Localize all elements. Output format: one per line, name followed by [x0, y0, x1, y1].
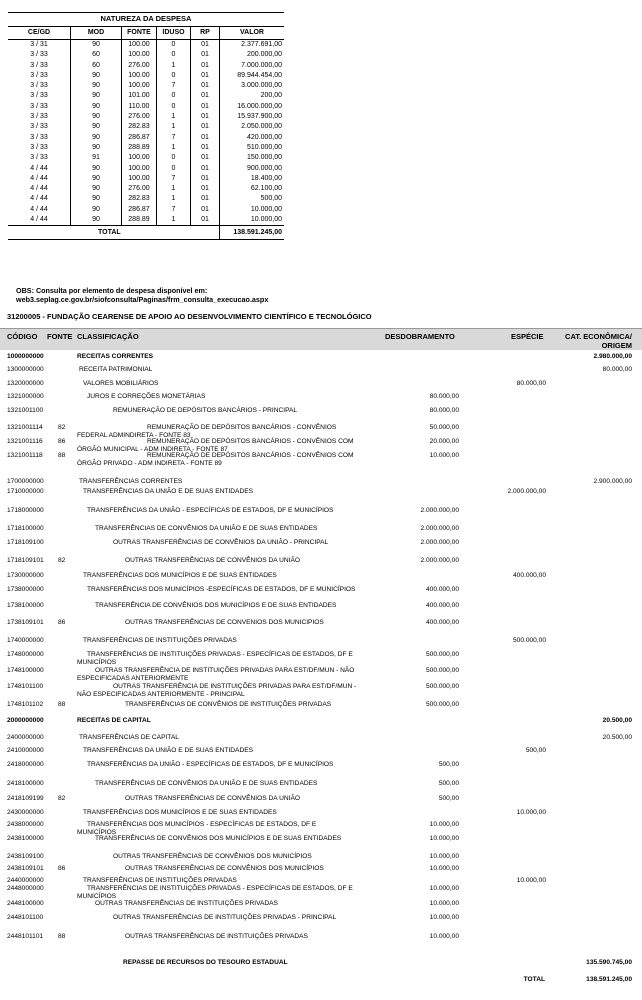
- classificacao-cell: RECEITAS DE CAPITAL: [77, 717, 151, 724]
- iduso-cell: 7: [157, 205, 191, 215]
- codigo-cell: 1738000000: [7, 586, 44, 593]
- classificacao-cell: REMUNERAÇÃO DE DEPÓSITOS BANCÁRIOS - CONVÊNIOS COM ÓRGÃO MUNICIPAL - ADM INDIRETA - FONTE 87: [77, 438, 354, 453]
- codigo-cell: 2400000000: [7, 734, 44, 741]
- desdobramento-cell: 400.000,00: [425, 586, 459, 593]
- natureza-row: [8, 91, 284, 101]
- natureza-row: [8, 50, 284, 60]
- col-rp: RP: [191, 27, 220, 40]
- fonte-cell: 101.00: [122, 91, 157, 101]
- codigo-cell: 2448100000: [7, 900, 44, 907]
- desdobramento-cell: 400.000,00: [425, 619, 459, 626]
- fonte-cell: 282.83: [122, 194, 157, 204]
- classificacao-cell: OUTRAS TRANSFERÊNCIAS DE INSTITUIÇÕES PRIVADAS: [95, 900, 278, 907]
- desdobramento-cell: 10.000,00: [429, 900, 459, 907]
- cegd-cell: 3 / 33: [30, 71, 48, 79]
- valor-cell: 900.000,00: [220, 164, 285, 174]
- desdobramento-cell: 500.000,00: [425, 651, 459, 658]
- mod-cell: 90: [71, 205, 122, 215]
- classificacao-cell: OUTRAS TRANSFERÊNCIA DE INSTITUIÇÕES PRIVADAS PARA EST/DF/MUN - NÃO ESPECIFICADAS ANTERIORMENTE: [77, 667, 355, 682]
- cegd-cell: 3 / 33: [30, 51, 48, 59]
- col-fonte: FONTE: [122, 27, 157, 40]
- especie-cell: 500.000,00: [512, 637, 546, 644]
- cegd-cell: 3 / 33: [30, 82, 48, 90]
- mod-cell: 90: [71, 215, 122, 226]
- especie-cell: 10.000,00: [516, 809, 546, 816]
- codigo-cell: 1321000000: [7, 393, 44, 400]
- fonte-cell: 88: [58, 701, 66, 708]
- classificacao-cell: TRANSFERÊNCIAS DE CONVÊNIOS DA UNIÃO E DE SUAS ENTIDADES: [95, 525, 318, 532]
- cegd-cell: 3 / 33: [30, 123, 48, 131]
- fonte-cell: 276.00: [122, 61, 157, 71]
- fonte-cell: 86: [58, 619, 66, 626]
- desdobramento-cell: 10.000,00: [429, 885, 459, 892]
- classificacao-cell: TRANSFERÊNCIAS DA UNIÃO - ESPECÍFICAS DE ESTADOS, DF E MUNICÍPIOS: [87, 761, 334, 768]
- classificacao-cell: TRANSFERÊNCIAS CORRENTES: [79, 478, 183, 485]
- codigo-cell: 2430000000: [7, 809, 44, 816]
- cegd-cell: 3 / 33: [30, 102, 48, 110]
- natureza-row: [8, 71, 284, 81]
- natureza-row: [8, 184, 284, 194]
- mod-cell: 90: [71, 112, 122, 122]
- classificacao-cell: OUTRAS TRANSFERÊNCIAS DE CONVÊNIOS DA UNIÃO: [125, 795, 301, 802]
- cegd-cell: 4 / 44: [30, 205, 48, 213]
- classificacao-cell: TRANSFERÊNCIAS DE CAPITAL: [79, 734, 179, 741]
- classificacao-cell: OUTRAS TRANSFERÊNCIAS DE CONVÊNIOS DOS MUNICÍPIOS: [125, 865, 324, 872]
- classificacao-cell: OUTRAS TRANSFERÊNCIAS DE CONVÊNIOS DOS MUNICÍPIOS: [113, 853, 312, 860]
- valor-cell: 2.050.000,00: [220, 122, 285, 132]
- mod-cell: 90: [71, 122, 122, 132]
- classificacao-cell: TRANSFERÊNCIAS DE CONVÊNIOS DE INSTITUIÇÕES PRIVADAS: [125, 701, 332, 708]
- fonte-cell: 100.00: [122, 164, 157, 174]
- codigo-cell: 1738100000: [7, 602, 44, 609]
- desdobramento-cell: 500.000,00: [425, 701, 459, 708]
- fonte-cell: 100.00: [122, 153, 157, 163]
- rp-cell: 01: [191, 71, 220, 81]
- codigo-cell: 2448000000: [7, 885, 44, 892]
- cegd-cell: 4 / 44: [30, 185, 48, 193]
- natureza-row: [8, 61, 284, 71]
- iduso-cell: 0: [157, 153, 191, 163]
- cegd-cell: 3 / 31: [30, 41, 48, 48]
- receitas-total-label: TOTAL: [523, 976, 545, 983]
- especie-cell: 2.000.000,00: [507, 488, 546, 495]
- natureza-row: [8, 215, 284, 226]
- classificacao-cell: TRANSFERÊNCIAS DOS MUNICÍPIOS E DE SUAS ENTIDADES: [83, 809, 277, 816]
- classificacao-cell: OUTRAS TRANSFERÊNCIA DE INSTITUIÇÕES PRIVADAS PARA EST/DF/MUN - NÃO ESPECIFICADAS ANTERIORMENTE - PRINCIPAL: [77, 683, 357, 698]
- mod-cell: 90: [71, 174, 122, 184]
- rp-cell: 01: [191, 91, 220, 101]
- rp-cell: 01: [191, 194, 220, 204]
- cat-economica-cell: 135.590.745,00: [586, 959, 632, 966]
- natureza-title: NATUREZA DA DESPESA: [8, 13, 284, 27]
- valor-cell: 2.377.691,00: [220, 40, 285, 51]
- rp-cell: 01: [191, 40, 220, 51]
- col-iduso: IDUSO: [157, 27, 191, 40]
- rp-cell: 01: [191, 174, 220, 184]
- fonte-cell: 86: [58, 438, 66, 445]
- fonte-cell: 276.00: [122, 184, 157, 194]
- natureza-row: [8, 164, 284, 174]
- natureza-row: [8, 122, 284, 132]
- valor-cell: 200,00: [220, 91, 285, 101]
- rp-cell: 01: [191, 112, 220, 122]
- cegd-cell: 3 / 33: [30, 92, 48, 100]
- obs-note: [16, 287, 268, 304]
- valor-cell: 3.000.000,00: [220, 81, 285, 91]
- desdobramento-cell: 400.000,00: [425, 602, 459, 609]
- desdobramento-cell: 10.000,00: [429, 835, 459, 842]
- codigo-cell: 2418100000: [7, 780, 44, 787]
- mod-cell: 90: [71, 133, 122, 143]
- natureza-row: [8, 112, 284, 122]
- header-cat1: CAT. ECONÔMICA/: [565, 332, 632, 341]
- fonte-cell: 288.89: [122, 143, 157, 153]
- header-desdobramento: DESDOBRAMENTO: [385, 332, 455, 341]
- header-classificacao: CLASSIFICAÇÃO: [77, 332, 139, 341]
- codigo-cell: 1000000000: [7, 353, 44, 360]
- col-mod: MOD: [71, 27, 122, 40]
- valor-cell: 510.000,00: [220, 143, 285, 153]
- desdobramento-cell: 10.000,00: [429, 821, 459, 828]
- iduso-cell: 0: [157, 40, 191, 51]
- valor-cell: 15.937.900,00: [220, 112, 285, 122]
- natureza-row: [8, 194, 284, 204]
- header-fonte: FONTE: [47, 332, 73, 341]
- fonte-cell: 86: [58, 865, 66, 872]
- iduso-cell: 7: [157, 133, 191, 143]
- fonte-cell: 288.89: [122, 215, 157, 226]
- iduso-cell: 1: [157, 215, 191, 226]
- iduso-cell: 1: [157, 194, 191, 204]
- desdobramento-cell: 2.000.000,00: [420, 557, 459, 564]
- receitas-header: [0, 328, 642, 350]
- fonte-cell: 100.00: [122, 174, 157, 184]
- codigo-cell: 1738109101: [7, 619, 44, 626]
- classificacao-cell: JUROS E CORREÇÕES MONETÁRIAS: [87, 393, 206, 400]
- codigo-cell: 1730000000: [7, 572, 44, 579]
- valor-cell: 500,00: [220, 194, 285, 204]
- cegd-cell: 3 / 33: [30, 143, 48, 151]
- classificacao-cell: REMUNERAÇÃO DE DEPÓSITOS BANCÁRIOS - CONVÊNIOS COM ÓRGÃO PRIVADO - ADM INDIRETA - FONTE 89: [77, 452, 354, 467]
- mod-cell: 90: [71, 40, 122, 51]
- fonte-cell: 282.83: [122, 122, 157, 132]
- obs-link[interactable]: web3.seplag.ce.gov.br/siofconsulta/Paginas/frm_consulta_execucao.aspx: [16, 294, 269, 304]
- col-cegd: CE/GD: [8, 27, 71, 40]
- iduso-cell: 1: [157, 122, 191, 132]
- natureza-row: [8, 143, 284, 153]
- classificacao-cell: TRANSFERÊNCIAS DE INSTITUIÇÕES PRIVADAS: [83, 877, 237, 884]
- mod-cell: 90: [71, 71, 122, 81]
- cegd-cell: 3 / 33: [30, 113, 48, 121]
- cegd-cell: 4 / 44: [30, 174, 48, 182]
- rp-cell: 01: [191, 122, 220, 132]
- codigo-cell: 1710000000: [7, 488, 44, 495]
- fonte-cell: 82: [58, 557, 66, 564]
- codigo-cell: 2438100000: [7, 835, 44, 842]
- header-codigo: CÓDIGO: [7, 332, 38, 341]
- valor-cell: 18.400,00: [220, 174, 285, 184]
- rp-cell: 01: [191, 102, 220, 112]
- codigo-cell: 1748000000: [7, 651, 44, 658]
- desdobramento-cell: 80.000,00: [429, 393, 459, 400]
- classificacao-cell: TRANSFERÊNCIAS DE CONVÊNIOS DOS MUNICÍPIOS E DE SUAS ENTIDADES: [95, 835, 342, 842]
- desdobramento-cell: 500.000,00: [425, 683, 459, 690]
- codigo-cell: 1748100000: [7, 667, 44, 674]
- codigo-cell: 2418000000: [7, 761, 44, 768]
- codigo-cell: 2440000000: [7, 877, 44, 884]
- especie-cell: 500,00: [525, 747, 546, 754]
- codigo-cell: 1718109101: [7, 557, 44, 564]
- classificacao-cell: OUTRAS TRANSFERÊNCIAS DE CONVENIOS DOS MUNICIPIOS: [125, 619, 324, 626]
- rp-cell: 01: [191, 164, 220, 174]
- codigo-cell: 2418109199: [7, 795, 44, 802]
- cegd-cell: 3 / 33: [30, 133, 48, 141]
- rp-cell: 01: [191, 50, 220, 60]
- iduso-cell: 1: [157, 61, 191, 71]
- especie-cell: 10.000,00: [516, 877, 546, 884]
- valor-cell: 7.000.000,00: [220, 61, 285, 71]
- valor-cell: 10.000,00: [220, 205, 285, 215]
- fonte-cell: 110.00: [122, 102, 157, 112]
- classificacao-cell: OUTRAS TRANSFERÊNCIAS DE INSTITUIÇÕES PRIVADAS - PRINCIPAL: [113, 914, 337, 921]
- classificacao-cell: TRANSFERÊNCIAS DA UNIÃO E DE SUAS ENTIDADES: [83, 747, 254, 754]
- cat-economica-cell: 2.980.000,00: [593, 353, 632, 360]
- iduso-cell: 7: [157, 81, 191, 91]
- natureza-row: [8, 40, 284, 51]
- desdobramento-cell: 2.000.000,00: [420, 507, 459, 514]
- classificacao-cell: TRANSFERÊNCIAS DE CONVÊNIOS DA UNIÃO E DE SUAS ENTIDADES: [95, 780, 318, 787]
- rp-cell: 01: [191, 81, 220, 91]
- desdobramento-cell: 500,00: [438, 795, 459, 802]
- mod-cell: 90: [71, 184, 122, 194]
- codigo-cell: 1300000000: [7, 366, 44, 373]
- fonte-cell: 88: [58, 933, 66, 940]
- desdobramento-cell: 2.000.000,00: [420, 539, 459, 546]
- header-cat-economica: [565, 332, 632, 350]
- mod-cell: 60: [71, 50, 122, 60]
- natureza-row: [8, 102, 284, 112]
- codigo-cell: 2410000000: [7, 747, 44, 754]
- cegd-cell: 3 / 33: [30, 61, 48, 69]
- classificacao-cell: REMUNERAÇÃO DE DEPÓSITOS BANCÁRIOS - CONVÊNIOS FEDERAL ADMINDIRETA - FONTE 83: [77, 424, 337, 439]
- classificacao-cell: OUTRAS TRANSFERÊNCIAS DE CONVÊNIOS DA UNIÃO - PRINCIPAL: [113, 539, 329, 546]
- classificacao-cell: TRANSFERÊNCIAS DA UNIÃO E DE SUAS ENTIDADES: [83, 488, 254, 495]
- classificacao-cell: TRANSFERÊNCIA DE CONVÊNIOS DOS MUNICÍPIOS E DE SUAS ENTIDADES: [95, 602, 337, 609]
- codigo-cell: 1321001114: [7, 424, 43, 431]
- classificacao-cell: VALORES MOBILIÁRIOS: [83, 380, 159, 387]
- rp-cell: 01: [191, 205, 220, 215]
- mod-cell: 90: [71, 91, 122, 101]
- codigo-cell: 2438000000: [7, 821, 44, 828]
- valor-cell: 420.000,00: [220, 133, 285, 143]
- cat-economica-cell: 20.500,00: [602, 734, 632, 741]
- mod-cell: 60: [71, 61, 122, 71]
- rp-cell: 01: [191, 133, 220, 143]
- cat-economica-cell: 20.500,00: [602, 717, 632, 724]
- codigo-cell: 2448101100: [7, 914, 44, 921]
- valor-cell: 89.944.454,00: [220, 71, 285, 81]
- org-title: 31200005 - FUNDAÇÃO CEARENSE DE APOIO AO DESENVOLVIMENTO CIENTÍFICO E TECNOLÓGICO: [7, 312, 372, 321]
- natureza-despesa-table: [8, 12, 284, 240]
- valor-cell: 200.000,00: [220, 50, 285, 60]
- especie-cell: 80.000,00: [516, 380, 546, 387]
- valor-cell: 10.000,00: [220, 215, 285, 226]
- iduso-cell: 1: [157, 184, 191, 194]
- cegd-cell: 4 / 44: [30, 164, 48, 172]
- codigo-cell: 1320000000: [7, 380, 44, 387]
- iduso-cell: 0: [157, 71, 191, 81]
- mod-cell: 90: [71, 81, 122, 91]
- iduso-cell: 7: [157, 174, 191, 184]
- rp-cell: 01: [191, 153, 220, 163]
- fonte-cell: 286.87: [122, 133, 157, 143]
- codigo-cell: 2438109100: [7, 853, 44, 860]
- classificacao-cell: TRANSFERÊNCIAS DE INSTITUIÇÕES PRIVADAS: [83, 637, 237, 644]
- valor-cell: 150.000,00: [220, 153, 285, 163]
- rp-cell: 01: [191, 184, 220, 194]
- cegd-cell: 4 / 44: [30, 195, 48, 203]
- fonte-cell: 100.00: [122, 71, 157, 81]
- receitas-total-value: 138.591.245,00: [586, 976, 632, 983]
- iduso-cell: 0: [157, 50, 191, 60]
- obs-line1: OBS: Consulta por elemento de despesa disponível em:: [16, 286, 208, 295]
- fonte-cell: 100.00: [122, 81, 157, 91]
- iduso-cell: 1: [157, 143, 191, 153]
- desdobramento-cell: 10.000,00: [429, 914, 459, 921]
- cat-economica-cell: 2.900.000,00: [593, 478, 632, 485]
- especie-cell: 400.000,00: [512, 572, 546, 579]
- iduso-cell: 0: [157, 102, 191, 112]
- fonte-cell: 88: [58, 452, 66, 459]
- classificacao-cell: TRANSFERÊNCIAS DOS MUNICÍPIOS -ESPECÍFICAS DE ESTADOS, DF E MUNICÍPIOS: [87, 586, 356, 593]
- codigo-cell: 2448101101: [7, 933, 44, 940]
- desdobramento-cell: 2.000.000,00: [420, 525, 459, 532]
- cat-economica-cell: 80.000,00: [602, 366, 632, 373]
- mod-cell: 90: [71, 194, 122, 204]
- natureza-row: [8, 133, 284, 143]
- mod-cell: 90: [71, 143, 122, 153]
- header-especie: ESPÉCIE: [511, 332, 544, 341]
- codigo-cell: 1321001100: [7, 407, 44, 414]
- classificacao-cell: TRANSFERÊNCIAS DOS MUNICÍPIOS E DE SUAS ENTIDADES: [83, 572, 277, 579]
- codigo-cell: 1718100000: [7, 525, 44, 532]
- natureza-row: [8, 205, 284, 215]
- mod-cell: 91: [71, 153, 122, 163]
- header-cat2: ORIGEM: [601, 341, 632, 350]
- codigo-cell: 2000000000: [7, 717, 44, 724]
- fonte-cell: 286.87: [122, 205, 157, 215]
- natureza-row: [8, 153, 284, 163]
- codigo-cell: 1740000000: [7, 637, 44, 644]
- valor-cell: 62.100,00: [220, 184, 285, 194]
- natureza-total-row: [8, 226, 284, 240]
- natureza-row: [8, 174, 284, 184]
- desdobramento-cell: 50.000,00: [429, 424, 459, 431]
- codigo-cell: 1748101100: [7, 683, 44, 690]
- mod-cell: 90: [71, 164, 122, 174]
- desdobramento-cell: 500.000,00: [425, 667, 459, 674]
- classificacao-cell: TRANSFERÊNCIAS DA UNIÃO - ESPECÍFICAS DE ESTADOS, DF E MUNICÍPIOS: [87, 507, 334, 514]
- natureza-total-value: 138.591.245,00: [220, 226, 285, 240]
- valor-cell: 16.000.000,00: [220, 102, 285, 112]
- col-valor: VALOR: [220, 27, 285, 40]
- mod-cell: 90: [71, 102, 122, 112]
- codigo-cell: 1321001116: [7, 438, 43, 445]
- classificacao-cell: REPASSE DE RECURSOS DO TESOURO ESTADUAL: [123, 959, 288, 966]
- codigo-cell: 1700000000: [7, 478, 44, 485]
- classificacao-cell: REMUNERAÇÃO DE DEPÓSITOS BANCÁRIOS - PRINCIPAL: [113, 407, 298, 414]
- fonte-cell: 82: [58, 424, 66, 431]
- natureza-row: [8, 81, 284, 91]
- cegd-cell: 4 / 44: [30, 216, 48, 224]
- desdobramento-cell: 500,00: [438, 761, 459, 768]
- natureza-header-row: [8, 27, 284, 40]
- classificacao-cell: RECEITAS CORRENTES: [77, 353, 154, 360]
- desdobramento-cell: 500,00: [438, 780, 459, 787]
- desdobramento-cell: 10.000,00: [429, 853, 459, 860]
- desdobramento-cell: 80.000,00: [429, 407, 459, 414]
- classificacao-cell: TRANSFERÊNCIAS DOS MUNICÍPIOS - ESPECÍFICAS DE ESTADOS, DF E MUNICÍPIOS: [77, 821, 317, 836]
- fonte-cell: 100.00: [122, 50, 157, 60]
- iduso-cell: 0: [157, 164, 191, 174]
- fonte-cell: 276.00: [122, 112, 157, 122]
- iduso-cell: 1: [157, 112, 191, 122]
- rp-cell: 01: [191, 61, 220, 71]
- desdobramento-cell: 10.000,00: [429, 933, 459, 940]
- desdobramento-cell: 10.000,00: [429, 865, 459, 872]
- fonte-cell: 82: [58, 795, 66, 802]
- natureza-total-label: TOTAL: [8, 226, 220, 240]
- desdobramento-cell: 20.000,00: [429, 438, 459, 445]
- classificacao-cell: TRANSFERÊNCIAS DE INSTITUIÇÕES PRIVADAS - ESPECÍFICAS DE ESTADOS, DF E MUNICÍPIOS: [77, 885, 353, 900]
- classificacao-cell: OUTRAS TRANSFERÊNCIAS DE CONVÊNIOS DA UNIÃO: [125, 557, 301, 564]
- classificacao-cell: RECEITA PATRIMONIAL: [79, 366, 153, 373]
- rp-cell: 01: [191, 143, 220, 153]
- codigo-cell: 1748101102: [7, 701, 44, 708]
- codigo-cell: 1718000000: [7, 507, 44, 514]
- iduso-cell: 0: [157, 91, 191, 101]
- classificacao-cell: TRANSFERÊNCIAS DE INSTITUIÇÕES PRIVADAS - ESPECÍFICAS DE ESTADOS, DF E MUNICÍPIOS: [77, 651, 353, 666]
- cegd-cell: 3 / 33: [30, 154, 48, 162]
- desdobramento-cell: 10.000,00: [429, 452, 459, 459]
- codigo-cell: 1321001118: [7, 452, 43, 459]
- classificacao-cell: OUTRAS TRANSFERÊNCIAS DE INSTITUIÇÕES PRIVADAS: [125, 933, 308, 940]
- codigo-cell: 1718109100: [7, 539, 44, 546]
- fonte-cell: 100.00: [122, 40, 157, 51]
- rp-cell: 01: [191, 215, 220, 226]
- codigo-cell: 2438109101: [7, 865, 44, 872]
